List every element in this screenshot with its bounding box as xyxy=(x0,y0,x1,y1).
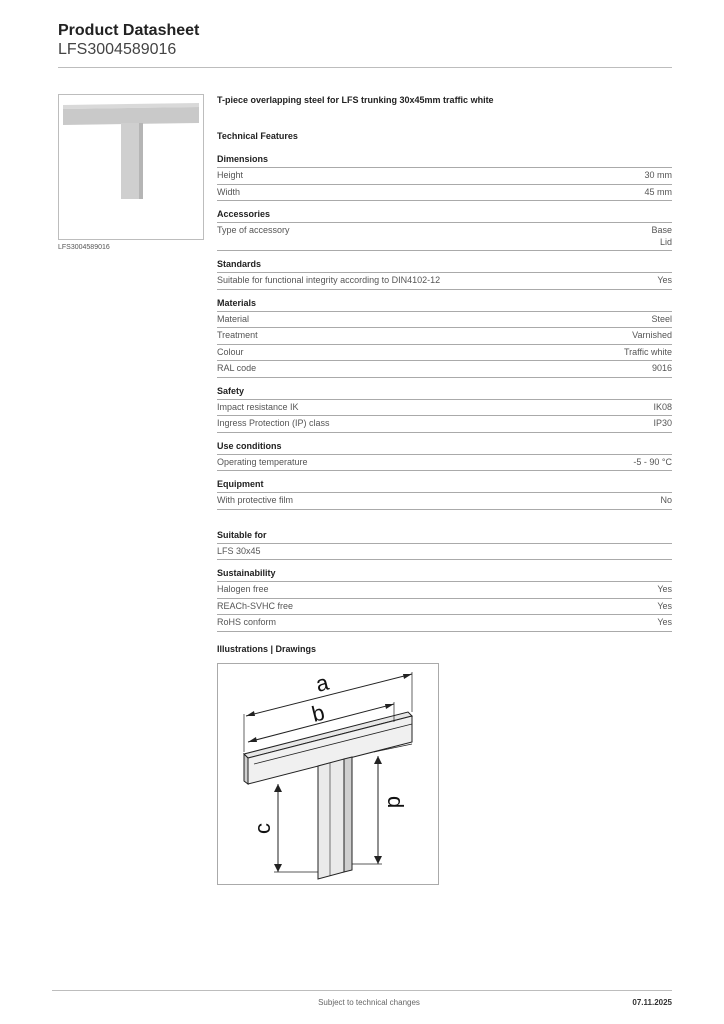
dimension-label-b: b xyxy=(309,699,328,727)
section-title: Materials xyxy=(217,298,672,312)
spec-section xyxy=(217,209,672,251)
spec-value-line: Yes xyxy=(657,584,672,594)
spec-value xyxy=(644,187,672,199)
dimension-label-c: c xyxy=(250,822,275,834)
section-title: Suitable for xyxy=(217,530,672,544)
product-code: LFS3004589016 xyxy=(58,41,177,58)
t-piece-product-icon xyxy=(59,95,203,239)
spec-row xyxy=(217,312,672,329)
spec-value-line: IP30 xyxy=(653,418,672,428)
datasheet-content xyxy=(217,95,672,885)
spec-row xyxy=(217,599,672,616)
t-piece-drawing xyxy=(218,664,438,884)
thumbnail-caption: LFS3004589016 xyxy=(58,244,110,251)
spec-label: Ingress Protection (IP) class xyxy=(217,418,330,428)
spec-value xyxy=(653,418,672,430)
section-title: Safety xyxy=(217,386,672,400)
spec-row xyxy=(217,328,672,345)
product-name: T-piece overlapping steel for LFS trunking 30x45mm traffic white xyxy=(217,95,494,105)
spec-section xyxy=(217,479,672,510)
page-title: Product Datasheet xyxy=(58,22,200,39)
spec-label: LFS 30x45 xyxy=(217,545,261,556)
spec-value xyxy=(632,330,672,342)
spec-value-line: Yes xyxy=(657,275,672,285)
spec-value xyxy=(653,402,672,414)
spec-value xyxy=(624,347,672,359)
spec-label: Height xyxy=(217,170,244,180)
spec-section xyxy=(217,530,672,561)
spec-label: With protective film xyxy=(217,495,294,505)
spec-value-line: 9016 xyxy=(651,363,672,373)
spec-row xyxy=(217,185,672,202)
section-title: Sustainability xyxy=(217,568,672,582)
spec-value xyxy=(651,225,672,248)
spec-value xyxy=(652,363,672,375)
footer-divider xyxy=(52,990,672,991)
spec-row xyxy=(217,455,672,472)
spec-value xyxy=(644,170,672,182)
section-title: Standards xyxy=(217,259,672,273)
illustrations-title: Illustrations | Drawings xyxy=(217,643,317,654)
spec-value-line: IK08 xyxy=(653,401,672,412)
product-thumbnail xyxy=(58,94,204,240)
spec-section xyxy=(217,154,672,201)
spec-section xyxy=(217,386,672,433)
spec-row xyxy=(217,223,672,251)
spec-value-line: Traffic white xyxy=(623,346,672,357)
section-title: Equipment xyxy=(217,479,672,493)
spec-label: Type of accessory xyxy=(217,225,290,235)
section-title: Dimensions xyxy=(217,154,672,168)
footer-date: 07.11.2025 xyxy=(632,998,672,1007)
spec-value-line: No xyxy=(660,495,672,505)
spec-section xyxy=(217,568,672,632)
spec-sections xyxy=(217,154,672,632)
spec-value xyxy=(633,457,672,469)
section-gap xyxy=(217,518,672,530)
spec-row xyxy=(217,544,672,561)
page-header xyxy=(58,22,199,60)
spec-row xyxy=(217,493,672,510)
header-divider xyxy=(58,67,672,68)
spec-label: RAL code xyxy=(217,363,257,373)
spec-value xyxy=(660,495,672,507)
spec-value-line: 30 mm xyxy=(644,170,672,180)
spec-label: Halogen free xyxy=(217,584,269,594)
section-title: Use conditions xyxy=(217,441,672,455)
spec-row xyxy=(217,361,672,378)
spec-value-line: Yes xyxy=(657,600,672,611)
spec-label: Impact resistance IK xyxy=(217,401,299,412)
spec-value xyxy=(657,617,672,629)
spec-value-line: Lid xyxy=(659,236,672,247)
spec-value-line: -5 - 90 °C xyxy=(633,456,672,467)
spec-label: Operating temperature xyxy=(217,456,308,467)
spec-value-line: Base xyxy=(651,225,672,235)
spec-value xyxy=(657,584,672,596)
spec-row xyxy=(217,273,672,290)
spec-row xyxy=(217,400,672,417)
spec-value-line: Steel xyxy=(651,313,672,324)
spec-label: Material xyxy=(217,313,250,324)
spec-label: Colour xyxy=(217,346,244,357)
spec-section xyxy=(217,441,672,472)
spec-value xyxy=(657,601,672,613)
spec-row xyxy=(217,416,672,433)
spec-row xyxy=(217,345,672,362)
spec-section xyxy=(217,298,672,378)
spec-row xyxy=(217,168,672,185)
spec-label: Width xyxy=(217,186,241,197)
spec-label: Suitable for functional integrity according to DIN4102-12 xyxy=(217,275,441,285)
spec-row xyxy=(217,615,672,632)
technical-drawing xyxy=(217,663,439,885)
spec-label: RoHS conform xyxy=(217,617,277,627)
spec-value xyxy=(651,314,672,326)
spec-value-line: 45 mm xyxy=(644,186,672,197)
spec-value-line: Yes xyxy=(657,617,672,627)
spec-label: Treatment xyxy=(217,330,258,340)
spec-label: REACh-SVHC free xyxy=(217,600,294,611)
spec-row xyxy=(217,582,672,599)
footer-note: Subject to technical changes xyxy=(318,998,420,1007)
spec-value-line: Varnished xyxy=(632,330,672,340)
section-title: Accessories xyxy=(217,209,672,223)
dimension-label-d: d xyxy=(383,795,408,808)
dimension-label-a: a xyxy=(313,669,332,697)
spec-section xyxy=(217,259,672,290)
technical-features-heading: Technical Features xyxy=(217,131,298,141)
spec-value xyxy=(657,275,672,287)
